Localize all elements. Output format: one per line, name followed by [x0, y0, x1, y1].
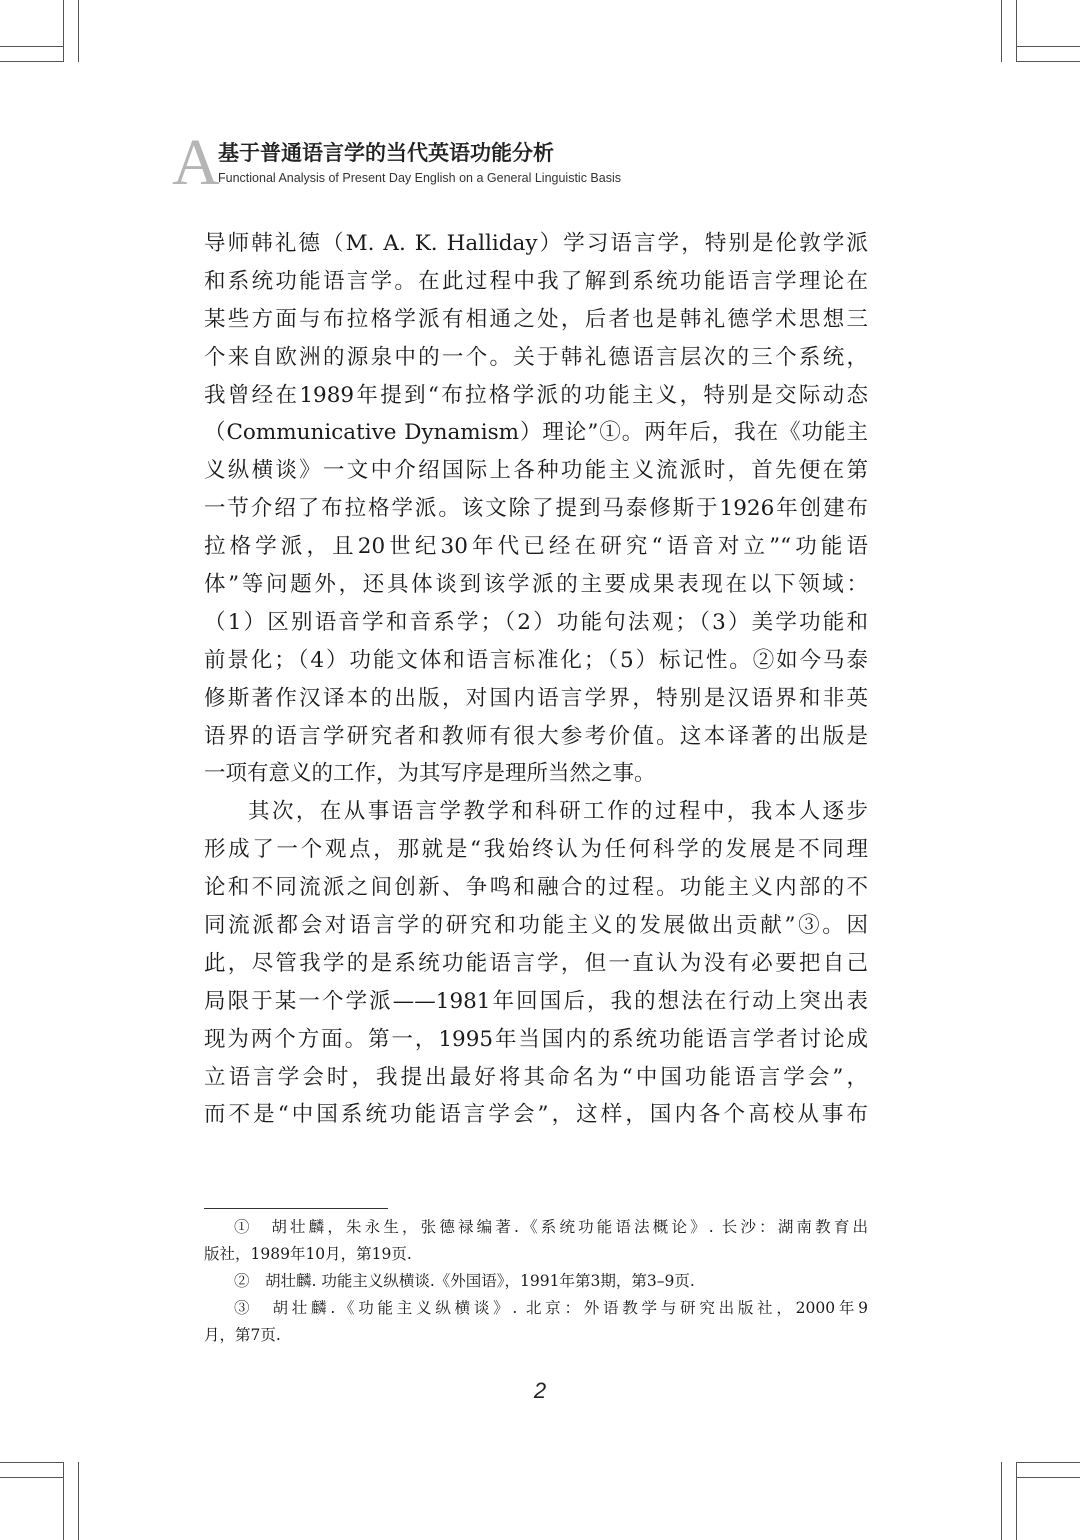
- book-title-english: Functional Analysis of Present Day English on a General Linguistic Basis: [218, 171, 621, 185]
- footnote-line: 月，第7页.: [204, 1326, 281, 1344]
- text-line: 形成了一个观点，那就是“我始终认为任何科学的发展是不同理: [204, 837, 868, 863]
- footnote-separator: [204, 1208, 388, 1209]
- text-line: 语界的语言学研究者和教师有很大参考价值。这本译著的出版是: [204, 723, 868, 749]
- text-line: 一节介绍了布拉格学派。该文除了提到马泰修斯于1926年创建布: [204, 496, 868, 522]
- text-line: 个来自欧洲的源泉中的一个。关于韩礼德语言层次的三个系统，: [204, 344, 868, 370]
- crop-mark: [0, 46, 64, 47]
- footnote-line: ③ 胡壮麟.《功能主义纵横谈》. 北京：外语教学与研究出版社，2000年9: [234, 1299, 868, 1317]
- crop-mark: [1001, 1462, 1002, 1540]
- body-text: [204, 225, 868, 1134]
- crop-mark: [78, 1462, 79, 1540]
- crop-mark: [63, 1462, 64, 1540]
- crop-mark: [0, 61, 64, 62]
- text-line: 体”等问题外，还具体谈到该学派的主要成果表现在以下领域：: [204, 572, 868, 598]
- crop-mark: [1016, 1462, 1017, 1540]
- crop-mark: [1016, 61, 1080, 62]
- text-line: 某些方面与布拉格学派有相通之处，后者也是韩礼德学术思想三: [204, 306, 868, 332]
- text-line: 局限于某一个学派——1981年回国后，我的想法在行动上突出表: [204, 988, 868, 1014]
- crop-mark: [63, 0, 64, 62]
- text-line: （1）区别语音学和音系学；（2）功能句法观；（3）美学功能和: [204, 609, 868, 635]
- running-header: [172, 126, 872, 199]
- text-line: 同流派都会对语言学的研究和功能主义的发展做出贡献”③。因: [204, 913, 868, 939]
- text-line: 修斯著作汉译本的出版，对国内语言学界，特别是汉语界和非英: [204, 685, 868, 711]
- crop-mark: [0, 1462, 64, 1463]
- text-line: 论和不同流派之间创新、争鸣和融合的过程。功能主义内部的不: [204, 875, 868, 901]
- crop-mark: [1016, 46, 1080, 47]
- text-line: 一项有意义的工作，为其写序是理所当然之事。: [204, 761, 656, 787]
- crop-mark: [78, 0, 79, 62]
- crop-mark: [1016, 1477, 1080, 1478]
- text-line: 我曾经在1989年提到“布拉格学派的功能主义，特别是交际动态: [204, 382, 868, 408]
- text-line: （Communicative Dynamism）理论”①。两年后，我在《功能主: [204, 420, 868, 446]
- crop-mark: [1016, 0, 1017, 62]
- text-line: 而不是“中国系统功能语言学会”，这样，国内各个高校从事布: [204, 1102, 868, 1128]
- text-line: 导师韩礼德（M. A. K. Halliday）学习语言学，特别是伦敦学派: [204, 231, 868, 256]
- footnote-line: 版社，1989年10月，第19页.: [204, 1245, 412, 1263]
- text-line: 义纵横谈》一文中介绍国际上各种功能主义流派时，首先便在第: [204, 458, 868, 484]
- text-line: 其次，在从事语言学教学和科研工作的过程中，我本人逐步: [248, 799, 868, 825]
- text-line: 前景化；（4）功能文体和语言标准化；（5）标记性。②如今马泰: [204, 647, 868, 673]
- book-title-chinese: 基于普通语言学的当代英语功能分析: [218, 141, 554, 165]
- text-line: 拉格学派，且20世纪30年代已经在研究“语音对立”“功能语: [204, 534, 868, 560]
- crop-mark: [0, 1477, 64, 1478]
- footnotes: [204, 1214, 868, 1349]
- crop-mark: [1016, 1462, 1080, 1463]
- footnote-line: ① 胡壮麟，朱永生，张德禄编著.《系统功能语法概论》. 长沙：湖南教育出: [234, 1218, 868, 1236]
- text-line: 立语言学会时，我提出最好将其命名为“中国功能语言学会”，: [204, 1064, 868, 1090]
- text-line: 和系统功能语言学。在此过程中我了解到系统功能语言学理论在: [204, 268, 868, 294]
- text-line: 此，尽管我学的是系统功能语言学，但一直认为没有必要把自己: [204, 950, 868, 976]
- page-number: 2: [533, 1378, 547, 1403]
- header-logo-letter: A: [172, 126, 220, 199]
- crop-mark: [1001, 0, 1002, 62]
- text-line: 现为两个方面。第一，1995年当国内的系统功能语言学者讨论成: [204, 1026, 868, 1052]
- footnote-line: ② 胡壮麟. 功能主义纵横谈.《外国语》，1991年第3期，第3–9页.: [234, 1272, 695, 1290]
